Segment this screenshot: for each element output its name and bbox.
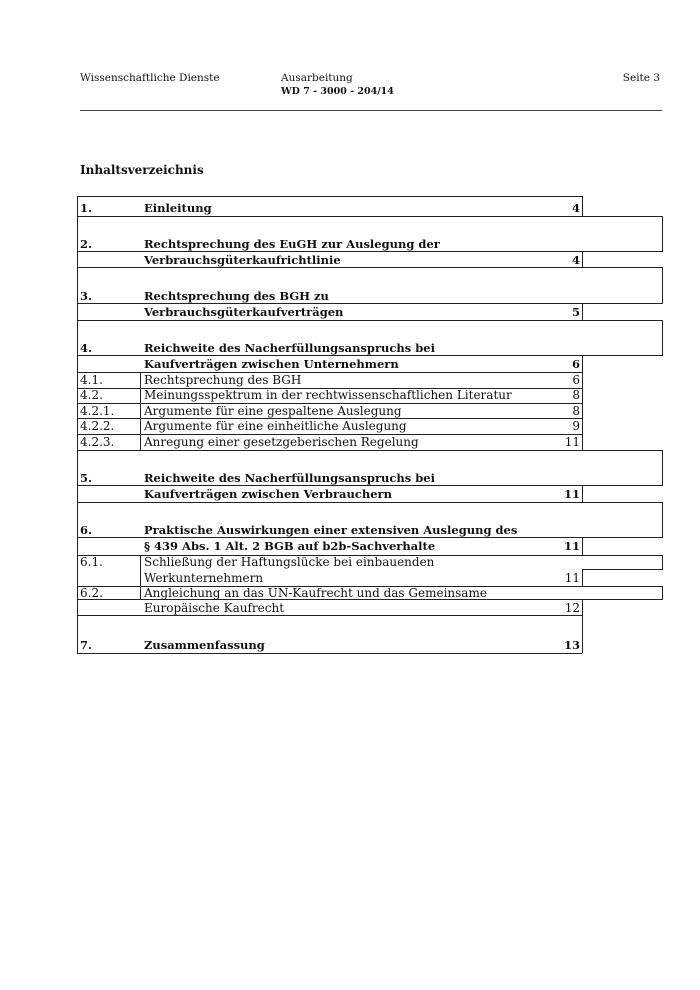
toc-entry-title: Anregung einer gesetzgeberischen Regelung	[144, 435, 419, 449]
toc-entry-title: Praktische Auswirkungen einer extensiven Auslegung des	[144, 523, 518, 537]
toc-title: Inhaltsverzeichnis	[80, 163, 204, 177]
toc-entry-number: 4.1.	[80, 373, 103, 387]
toc-entry-page: 6	[571, 357, 580, 371]
toc-entry-title: Zusammenfassung	[144, 638, 265, 652]
header-document-type	[281, 72, 394, 98]
toc-right-border	[582, 570, 583, 586]
toc-right-border	[582, 486, 583, 502]
toc-entry-number: 6.2.	[80, 586, 103, 600]
toc-entry-page: 6	[572, 373, 580, 387]
toc-entry-page: 13	[563, 638, 580, 652]
toc-entry-title: Europäische Kaufrecht	[144, 601, 285, 615]
toc-entry-number: 4.	[80, 341, 93, 355]
toc-entry-number: 4.2.2.	[80, 419, 115, 433]
toc-entry-page: 12	[564, 601, 580, 615]
toc-entry-number: 2.	[80, 237, 93, 251]
toc-entry-title: Einleitung	[144, 201, 212, 215]
toc-entry-title: Verbrauchsgüterkaufverträgen	[144, 305, 344, 319]
toc-right-border	[582, 304, 583, 320]
toc-right-border	[582, 356, 583, 450]
toc-entry-page: 4	[571, 201, 580, 215]
toc-entry-page: 9	[572, 419, 580, 433]
toc-entry-number: 4.2.	[80, 388, 103, 402]
toc-entry-page: 11	[564, 571, 580, 585]
toc-entry-title: Reichweite des Nacherfüllungsanspruchs bei	[144, 471, 435, 485]
toc-entry-title: Argumente für eine gespaltene Auslegung	[144, 404, 402, 418]
toc-entry-page: 11	[563, 539, 580, 553]
toc-entry-number: 4.2.1.	[80, 404, 115, 418]
toc-row-line	[77, 196, 582, 197]
toc-right-border	[582, 196, 583, 216]
toc-right-border	[582, 538, 583, 555]
header-document-label: Ausarbeitung	[281, 72, 353, 84]
toc-num-col-line	[140, 372, 141, 450]
toc-entry-title: Rechtsprechung des BGH zu	[144, 289, 329, 303]
toc-entry-title: Angleichung an das UN-Kaufrecht und das Gemeinsame	[144, 586, 487, 600]
toc-entry-title: Verbrauchsgüterkaufrichtlinie	[144, 253, 341, 267]
toc-right-border	[582, 252, 583, 267]
toc-entry-number: 6.	[80, 523, 93, 537]
toc-entry-page: 11	[563, 487, 580, 501]
toc-entry-number: 5.	[80, 471, 93, 485]
toc-entry-title: Kaufverträgen zwischen Unternehmern	[144, 357, 399, 371]
toc-entry-number: 1.	[80, 201, 93, 215]
toc-right-border	[582, 600, 583, 653]
toc-entry-title: Meinungsspektrum in der rechtwissenschaftlichen Literatur	[144, 388, 512, 402]
header-rule	[80, 110, 662, 111]
toc-row-line	[77, 615, 582, 616]
toc-entry-page: 11	[564, 435, 580, 449]
toc-entry-page: 8	[572, 388, 580, 402]
toc-entry-title: § 439 Abs. 1 Alt. 2 BGB auf b2b-Sachverhalte	[144, 539, 436, 553]
toc-entry-title: Rechtsprechung des EuGH zur Auslegung der	[144, 237, 440, 251]
toc-row-line	[77, 653, 582, 654]
toc-entry-title: Schließung der Haftungslücke bei einbauenden	[144, 555, 435, 569]
toc-wide-box	[582, 555, 663, 570]
toc-entry-title: Rechtsprechung des BGH	[144, 373, 302, 387]
toc-entry-title: Argumente für eine einheitliche Auslegung	[144, 419, 407, 433]
toc-left-border	[77, 196, 78, 653]
toc-entry-number: 3.	[80, 289, 93, 303]
header-document-reference: WD 7 - 3000 - 204/14	[281, 86, 394, 97]
toc-entry-page: 8	[572, 404, 580, 418]
toc-entry-page: 4	[571, 253, 580, 267]
header-page-number: Seite 3	[622, 72, 660, 84]
header-institution: Wissenschaftliche Dienste	[80, 72, 220, 84]
toc-entry-title: Kaufverträgen zwischen Verbrauchern	[144, 487, 392, 501]
toc-entry-page: 5	[571, 305, 580, 319]
toc-entry-number: 4.2.3.	[80, 435, 115, 449]
toc-entry-number: 7.	[80, 638, 93, 652]
toc-entry-number: 6.1.	[80, 555, 103, 569]
toc-entry-title: Werkunternehmern	[144, 571, 264, 585]
toc-num-col-line	[140, 555, 141, 600]
toc-entry-title: Reichweite des Nacherfüllungsanspruchs bei	[144, 341, 435, 355]
